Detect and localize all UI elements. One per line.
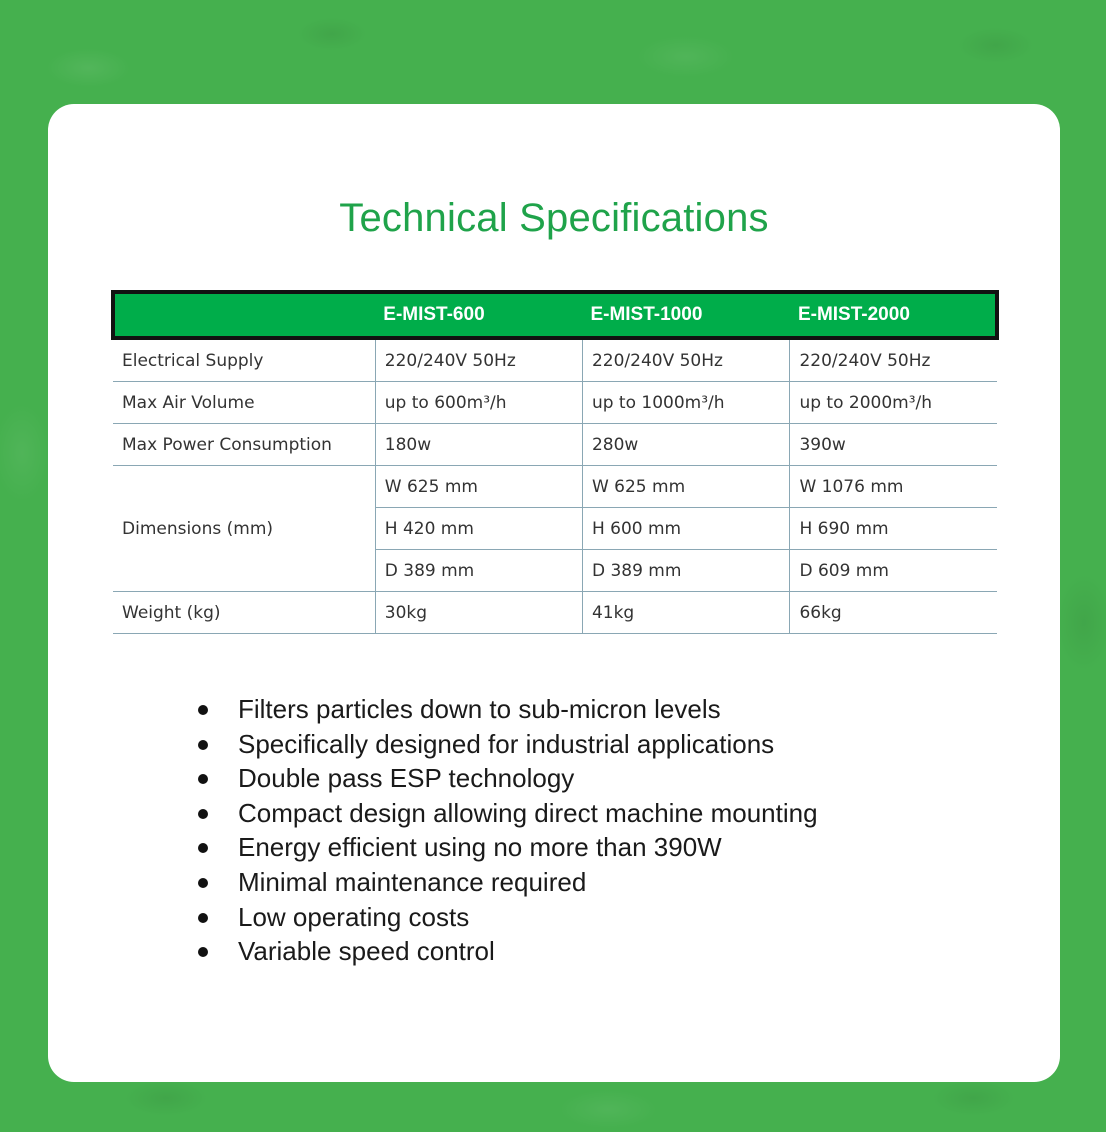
feature-text: Variable speed control — [238, 936, 495, 967]
feature-text: Low operating costs — [238, 901, 470, 932]
table-cell: W 1076 mm — [790, 466, 997, 508]
table-row-electrical-supply — [113, 338, 997, 382]
bullet-icon — [198, 705, 208, 715]
list-item — [198, 796, 818, 831]
table-row-weight — [113, 592, 997, 634]
bullet-icon — [198, 809, 208, 819]
row-label: Max Air Volume — [113, 382, 375, 424]
page-title: Technical Specifications — [339, 196, 769, 240]
row-label: Dimensions (mm) — [113, 466, 375, 592]
header-cell-e-mist-1000: E-MIST-1000 — [582, 292, 790, 338]
table-row-max-air-volume — [113, 382, 997, 424]
table-cell: D 389 mm — [375, 550, 582, 592]
feature-text: Energy efficient using no more than 390W — [238, 832, 722, 863]
table-cell: 220/240V 50Hz — [375, 338, 582, 382]
row-label: Electrical Supply — [113, 338, 375, 382]
header-cell-e-mist-2000: E-MIST-2000 — [790, 292, 997, 338]
feature-text: Compact design allowing direct machine mounting — [238, 797, 818, 828]
header-cell-e-mist-600: E-MIST-600 — [375, 292, 582, 338]
table-cell: 30kg — [375, 592, 582, 634]
table-cell: H 600 mm — [582, 508, 790, 550]
table-cell: up to 1000m³/h — [582, 382, 790, 424]
table-cell: W 625 mm — [375, 466, 582, 508]
table-cell: D 609 mm — [790, 550, 997, 592]
bullet-icon — [198, 774, 208, 784]
table-cell: 390w — [790, 424, 997, 466]
table-cell: 180w — [375, 424, 582, 466]
table-cell: 280w — [582, 424, 790, 466]
table-cell: 41kg — [582, 592, 790, 634]
table-row-dimensions-width — [113, 466, 997, 508]
spec-card — [48, 104, 1060, 1082]
list-item — [198, 692, 818, 727]
table-row-max-power — [113, 424, 997, 466]
list-item — [198, 865, 818, 900]
list-item — [198, 761, 818, 796]
spec-table — [111, 290, 999, 634]
table-cell: H 690 mm — [790, 508, 997, 550]
table-header-row — [113, 292, 997, 338]
table-cell: up to 2000m³/h — [790, 382, 997, 424]
bullet-icon — [198, 843, 208, 853]
list-item — [198, 830, 818, 865]
table-cell: 220/240V 50Hz — [582, 338, 790, 382]
table-cell: 220/240V 50Hz — [790, 338, 997, 382]
bullet-icon — [198, 913, 208, 923]
feature-text: Specifically designed for industrial applications — [238, 728, 775, 759]
feature-text: Minimal maintenance required — [238, 866, 587, 897]
feature-list — [198, 692, 818, 969]
table-cell: 66kg — [790, 592, 997, 634]
bullet-icon — [198, 947, 208, 957]
table-cell: H 420 mm — [375, 508, 582, 550]
table-cell: W 625 mm — [582, 466, 790, 508]
row-label: Weight (kg) — [113, 592, 375, 634]
feature-text: Filters particles down to sub-micron levels — [238, 694, 721, 724]
table-cell: D 389 mm — [582, 550, 790, 592]
feature-text: Double pass ESP technology — [238, 763, 575, 794]
header-cell-blank — [113, 292, 375, 338]
table-cell: up to 600m³/h — [375, 382, 582, 424]
row-label: Max Power Consumption — [113, 424, 375, 466]
bullet-icon — [198, 878, 208, 888]
list-item — [198, 900, 818, 935]
list-item — [198, 727, 818, 762]
bullet-icon — [198, 740, 208, 750]
list-item — [198, 934, 818, 969]
